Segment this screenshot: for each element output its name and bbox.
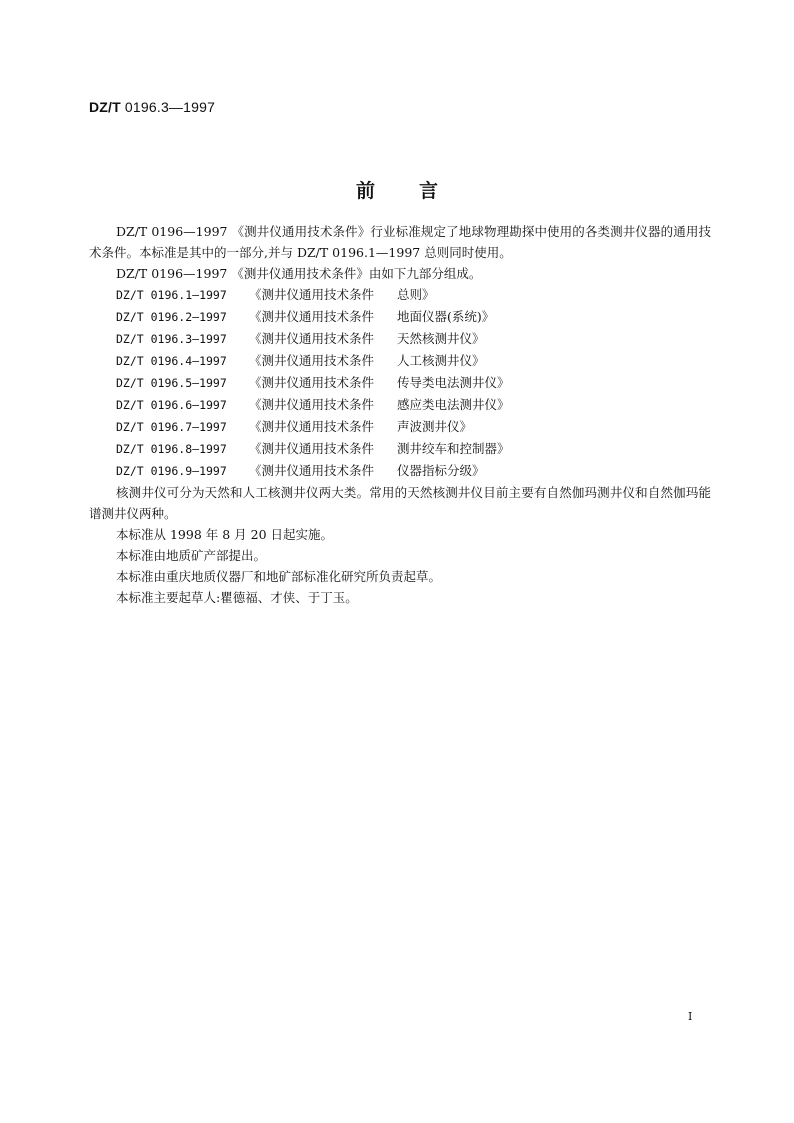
part-title: 《测井仪通用技术条件 [249, 353, 375, 368]
parts-list [89, 284, 711, 482]
part-code: DZ/T 0196.2—1997 [116, 310, 227, 324]
standard-code-prefix: DZ/T [89, 99, 121, 115]
list-item [89, 394, 711, 416]
part-code: DZ/T 0196.7—1997 [116, 420, 227, 434]
list-item [89, 306, 711, 328]
standard-code-number: 0196.3—1997 [124, 99, 216, 115]
list-item [89, 460, 711, 482]
part-title: 《测井仪通用技术条件 [249, 331, 375, 346]
part-name: 测井绞车和控制器》 [397, 441, 510, 456]
closing-paragraph-3: 本标准由地质矿产部提出。 [116, 548, 267, 563]
list-item [89, 284, 711, 306]
part-title: 《测井仪通用技术条件 [249, 419, 375, 434]
list-item [89, 416, 711, 438]
list-item [89, 372, 711, 394]
part-code: DZ/T 0196.9—1997 [116, 464, 227, 478]
part-code: DZ/T 0196.6—1997 [116, 398, 227, 412]
part-code: DZ/T 0196.5—1997 [116, 376, 227, 390]
part-name: 地面仪器(系统)》 [397, 309, 495, 324]
closing-paragraph-4: 本标准由重庆地质仪器厂和地矿部标准化研究所负责起草。 [116, 569, 442, 584]
closing-paragraph-2: 本标准从 1998 年 8 月 20 日起实施。 [116, 527, 334, 542]
standard-code-header [89, 99, 215, 115]
part-name: 感应类电法测井仪》 [397, 397, 510, 412]
part-title: 《测井仪通用技术条件 [249, 463, 375, 478]
part-title: 《测井仪通用技术条件 [249, 287, 375, 302]
part-title: 《测井仪通用技术条件 [249, 375, 375, 390]
page-number: I [688, 1010, 693, 1023]
part-name: 声波测井仪》 [397, 419, 473, 434]
part-title: 《测井仪通用技术条件 [249, 397, 375, 412]
part-name: 天然核测井仪》 [397, 331, 485, 346]
foreword-body [89, 221, 711, 608]
part-name: 人工核测井仪》 [397, 353, 485, 368]
part-name: 仪器指标分级》 [397, 463, 485, 478]
closing-paragraph-5: 本标准主要起草人:瞿德福、才侠、于丁玉。 [116, 590, 358, 605]
part-code: DZ/T 0196.4—1997 [116, 354, 227, 368]
part-title: 《测井仪通用技术条件 [249, 309, 375, 324]
part-code: DZ/T 0196.8—1997 [116, 442, 227, 456]
closing-paragraph-1: 核测井仪可分为天然和人工核测井仪两大类。常用的天然核测井仪目前主要有自然伽玛测井仪和自然伽玛能谱测井仪两种。 [89, 485, 711, 521]
intro-paragraph-2: DZ/T 0196—1997 《测井仪通用技术条件》由如下九部分组成。 [116, 266, 482, 281]
part-name: 总则》 [397, 287, 435, 302]
intro-paragraph-1: DZ/T 0196—1997 《测井仪通用技术条件》行业标准规定了地球物理勘探中使用的各类测井仪器的通用技术条件。本标准是其中的一部分,并与 DZ/T 0196.1—1997 总则同时使用。 [89, 224, 711, 260]
part-name: 传导类电法测井仪》 [397, 375, 510, 390]
list-item [89, 350, 711, 372]
part-code: DZ/T 0196.3—1997 [116, 332, 227, 346]
list-item [89, 328, 711, 350]
part-title: 《测井仪通用技术条件 [249, 441, 375, 456]
list-item [89, 438, 711, 460]
part-code: DZ/T 0196.1—1997 [116, 288, 227, 302]
page-title: 前言 [355, 180, 482, 202]
